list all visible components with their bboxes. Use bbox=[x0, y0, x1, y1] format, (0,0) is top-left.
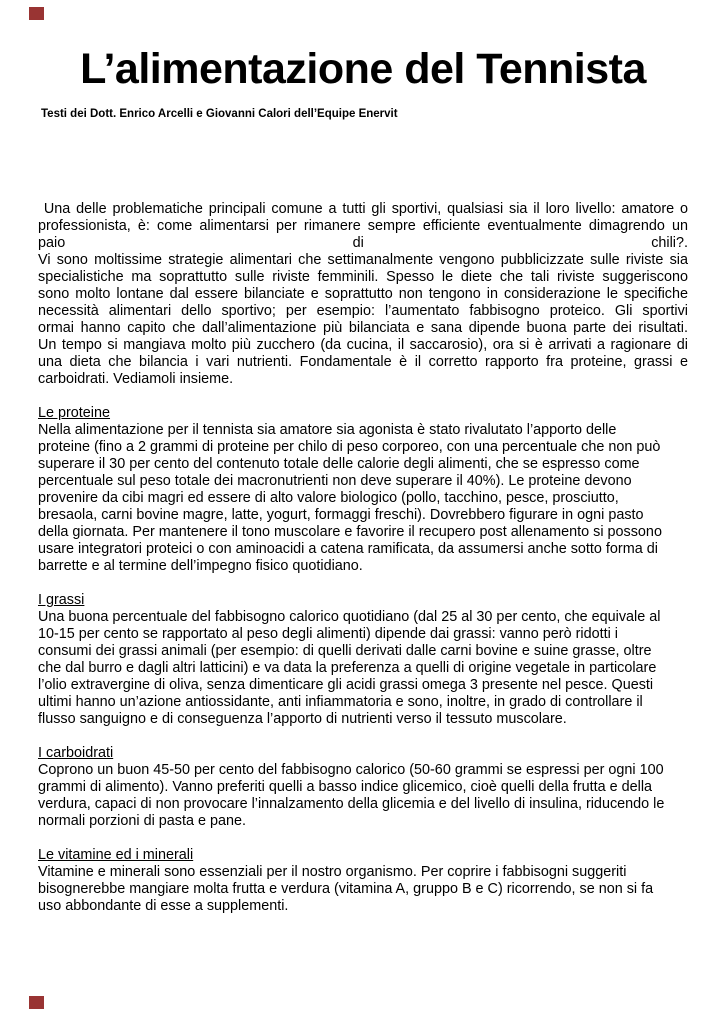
page-marker-bottom bbox=[29, 996, 44, 1009]
stretched-word: paio bbox=[38, 235, 66, 251]
text-line: consumi dei grassi animali (per esempio: di quelli derivati dalle carni bovine e suine grasse, oltre bbox=[38, 643, 652, 659]
section-heading-le-proteine: Le proteine bbox=[38, 405, 111, 421]
section-i-grassi bbox=[38, 575, 688, 728]
section-body-vitamine-minerali bbox=[38, 864, 688, 915]
text-line: una dieta che bilancia i vari nutrienti. Fondamentale è il corretto rapporto fra proteine, grassi e bbox=[38, 354, 688, 370]
intro-closing-line: carboidrati. Vediamoli insieme. bbox=[38, 371, 234, 387]
text-line: specialistiche ma soprattutto sulle riviste femminili. Spesso le diete che tali riviste suggeriscono bbox=[38, 269, 688, 285]
section-body-i-carboidrati bbox=[38, 762, 688, 830]
text-line: usare integratori proteici o con aminoacidi a catena ramificata, da assumersi anche sotto forma di bbox=[38, 541, 658, 557]
text-line: l’olio extravergine di oliva, senza dimenticare gli acidi grassi omega 3 presente nel pesce. Questi bbox=[38, 677, 654, 693]
text-line: Nella alimentazione per il tennista sia amatore sia agonista è stato rivalutato l’apporto delle bbox=[38, 422, 617, 438]
document-title: L’alimentazione del Tennista bbox=[80, 45, 646, 93]
page-marker-top bbox=[29, 7, 44, 20]
text-line: proteine (fino a 2 grammi di proteine per chilo di peso corporeo, con una percentuale che non può bbox=[38, 439, 661, 455]
text-line: flusso sanguigno e di conseguenza l’apporto di nutrienti verso il tessuto muscolare. bbox=[38, 711, 567, 727]
paragraph-gap bbox=[38, 575, 688, 592]
text-line: grammi di alimento). Vanno preferiti quelli a basso indice glicemico, cioè quelli della frutta e della bbox=[38, 779, 653, 795]
paragraph-gap bbox=[38, 388, 688, 405]
text-line: che dal burro e dagli altri latticini) e va data la preferenza a quelli di origine vegetale in particolare bbox=[38, 660, 657, 676]
stretched-word: chili?. bbox=[651, 235, 688, 251]
text-line: necessità alimentari dello sportivo; per esempio: l’aumentato fabbisogno proteico. Gli sportivi bbox=[38, 303, 688, 319]
text-line: Una delle problematiche principali comune a tutti gli sportivi, qualsiasi sia il loro livello: amatore o bbox=[38, 201, 688, 217]
text-line: uso abbondante di esse a supplementi. bbox=[38, 898, 289, 914]
section-heading-vitamine-minerali: Le vitamine ed i minerali bbox=[38, 847, 194, 863]
section-le-proteine bbox=[38, 388, 688, 575]
text-line: Una buona percentuale del fabbisogno calorico quotidiano (dal 25 al 30 per cento, che equivale al bbox=[38, 609, 661, 625]
text-line: ultimi hanno un’azione antiossidante, anti infiammatoria e sono, inoltre, in grado di controllare il bbox=[38, 694, 643, 710]
text-line: Vitamine e minerali sono essenziali per il nostro organismo. Per coprire i fabbisogni suggeriti bbox=[38, 864, 627, 880]
text-line: professionista, è: come alimentarsi per rimanere sempre efficiente eventualmente dimagrendo un bbox=[38, 218, 688, 234]
text-line: superare il 30 per cento del contenuto totale delle calorie degli alimenti, che se espresso come bbox=[38, 456, 640, 472]
document-subtitle: Testi dei Dott. Enrico Arcelli e Giovanni Calori dell’Equipe Enervit bbox=[41, 108, 398, 120]
document-body bbox=[38, 201, 688, 915]
text-line: percentuale sul peso totale dei macronutrienti non deve superare il 40%). Le proteine devono bbox=[38, 473, 632, 489]
section-vitamine-minerali bbox=[38, 830, 688, 915]
text-line: ormai hanno capito che dall’alimentazione più bilanciata e sana dipende buona parte dei risultati. bbox=[38, 320, 688, 336]
text-line: barrette e al termine dell’impegno fisico quotidiano. bbox=[38, 558, 363, 574]
paragraph-gap bbox=[38, 830, 688, 847]
text-line: normali porzioni di pasta e pane. bbox=[38, 813, 246, 829]
intro-paragraph bbox=[38, 201, 688, 388]
section-heading-i-grassi: I grassi bbox=[38, 592, 85, 608]
text-line: Un tempo si mangiava molto più zucchero (da cucina, il saccarosio), ora si è arrivati a ragionare di bbox=[38, 337, 688, 353]
text-line: Coprono un buon 45-50 per cento del fabbisogno calorico (50-60 grammi se espressi per ogni 100 bbox=[38, 762, 664, 778]
text-line: sono molto lontane dal essere bilanciate e soprattutto non tengono in considerazione le specifiche bbox=[38, 286, 688, 302]
section-i-carboidrati bbox=[38, 728, 688, 830]
text-line: bisognerebbe mangiare molta frutta e verdura (vitamina A, gruppo B e C) ricorrendo, se non si fa bbox=[38, 881, 654, 897]
text-line: della giornata. Per mantenere il tono muscolare e favorire il recupero post allenamento si possono bbox=[38, 524, 662, 540]
intro-part2 bbox=[38, 252, 688, 371]
text-line: Vi sono moltissime strategie alimentari che settimanalmente vengono pubblicizzate sulle riviste sia bbox=[38, 252, 688, 268]
section-heading-i-carboidrati: I carboidrati bbox=[38, 745, 114, 761]
stretched-word: di bbox=[352, 235, 364, 251]
stretched-line bbox=[38, 235, 688, 252]
paragraph-gap bbox=[38, 728, 688, 745]
intro-part1 bbox=[38, 201, 688, 235]
section-body-i-grassi bbox=[38, 609, 688, 728]
section-body-le-proteine bbox=[38, 422, 688, 575]
text-line: bresaola, carni bovine magre, latte, yogurt, formaggi freschi). Dovrebbero figurare in ogni pasto bbox=[38, 507, 644, 523]
text-line: 10-15 per cento se rapportato al peso degli alimenti) dipende dai grassi: vanno però ridotti i bbox=[38, 626, 618, 642]
text-line: verdura, capaci di non provocare l’innalzamento della glicemia e del livello di insulina, riducendo le bbox=[38, 796, 665, 812]
text-line: provenire da cibi magri ed essere di alto valore biologico (pollo, tacchino, pesce, prosciutto, bbox=[38, 490, 619, 506]
